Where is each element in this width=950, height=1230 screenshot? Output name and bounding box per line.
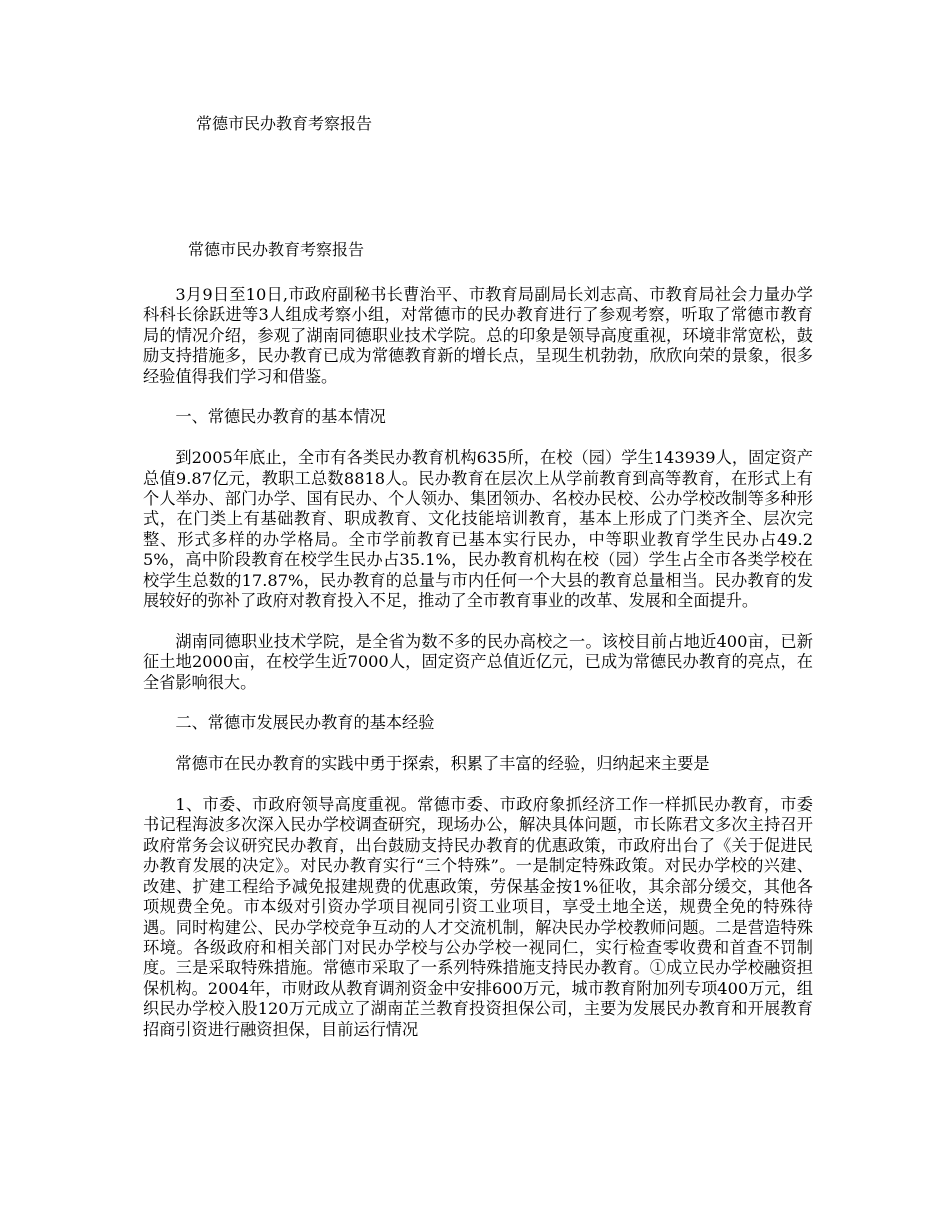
section-heading-2: 二、常德市发展民办教育的基本经验: [175, 713, 435, 733]
document-title: 常德市民办教育考察报告: [188, 240, 365, 259]
paragraph-experience-summary: 常德市在民办教育的实践中勇于探索，积累了丰富的经验，归纳起来主要是: [175, 754, 710, 774]
document-body: [143, 285, 813, 1060]
header-title: 常德市民办教育考察报告: [196, 114, 373, 133]
paragraph-intro: 3月9日至10日,市政府副秘书长曹治平、市教育局副局长刘志高、市教育局社会力量办学科科长徐跃进等3人组成考察小组，对常德市的民办教育进行了参观考察，听取了常德市教育局的情况介绍，参观了湖南同德职业技术学院。总的印象是领导高度重视，环境非常宽松，鼓励支持措施多，民办教育已成为常德教育新的增长点，呈现生机勃勃，欣欣向荣的景象，很多经验值得我们学习和借鉴。: [143, 285, 813, 386]
section-heading-1: 一、常德民办教育的基本情况: [175, 407, 386, 427]
paragraph-leadership: 1、市委、市政府领导高度重视。常德市委、市政府象抓经济工作一样抓民办教育，市委书记程海波多次深入民办学校调查研究，现场办公，解决具体问题，市长陈君文多次主持召开政府常务会议研究民办教育，出台鼓励支持民办教育的优惠政策，市政府出台了《关于促进民办教育发展的决定》。对民办教育实行“三个特殊”。一是制定特殊政策。对民办学校的兴建、改建、扩建工程给予减免报建规费的优惠政策，劳保基金按1%征收，其余部分缓交，其他各项规费全免。市本级对引资办学项目视同引资工业项目，享受土地全送，规费全免的特殊待遇。同时构建公、民办学校竞争互动的人才交流机制，解决民办学校教师问题。二是营造特殊环境。各级政府和相关部门对民办学校与公办学校一视同仁，实行检查零收费和首查不罚制度。三是采取特殊措施。常德市采取了一系列特殊措施支持民办教育。①成立民办学校融资担保机构。2004年，市财政从教育调剂资金中安排600万元，城市教育附加列专项400万元，组织民办学校入股120万元成立了湖南芷兰教育投资担保公司，主要为发展民办教育和开展教育招商引资进行融资担保，目前运行情况: [143, 795, 813, 1039]
paragraph-basic-situation: 到2005年底止，全市有各类民办教育机构635所，在校（园）学生143939人，固定资产总值9.87亿元，教职工总数8818人。民办教育在层次上从学前教育到高等教育，在形式上有个人举办、部门办学、国有民办、个人领办、集团领办、名校办民校、公办学校改制等多种形式，在门类上有基础教育、职成教育、文化技能培训教育，基本上形成了门类齐全、层次完整、形式多样的办学格局。全市学前教育已基本实行民办，中等职业教育学生民办占49.25%，高中阶段教育在校学生民办占35.1%，民办教育机构在校（园）学生占全市各类学校在校学生总数的17.87%，民办教育的总量与市内任何一个大县的教育总量相当。民办教育的发展较好的弥补了政府对教育投入不足，推动了全市教育事业的改革、发展和全面提升。: [143, 448, 813, 611]
paragraph-tongde-college: 湖南同德职业技术学院，是全省为数不多的民办高校之一。该校目前占地近400亩，已新征土地2000亩，在校学生近7000人，固定资产总值近亿元，已成为常德民办教育的亮点，在全省影响很大。: [143, 631, 813, 692]
